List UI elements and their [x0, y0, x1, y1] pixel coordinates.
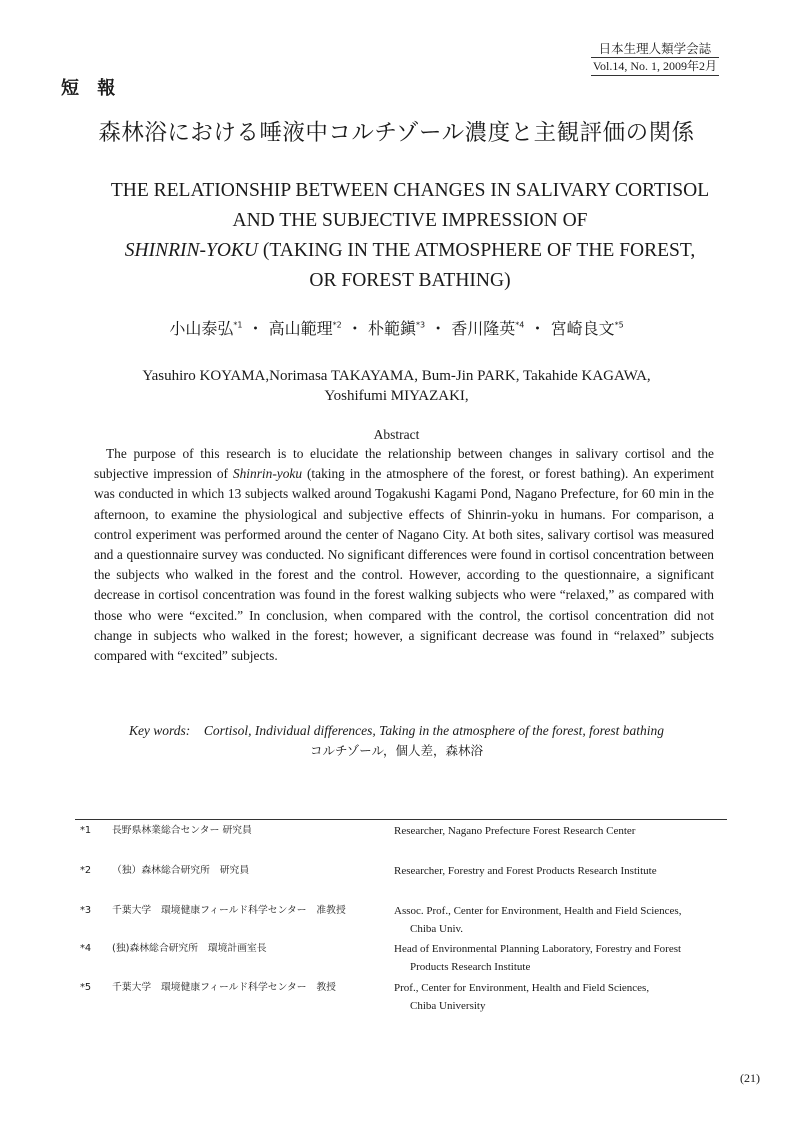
footnote-jp	[80, 940, 390, 958]
footnote-mark: *5	[80, 982, 92, 993]
footnote-divider	[75, 819, 727, 820]
footnote-en-line: Assoc. Prof., Center for Environment, Health and Field Sciences,	[394, 905, 682, 917]
author-jp: 香川隆英	[451, 319, 516, 338]
footnote-en-line: Chiba Univ.	[410, 923, 464, 935]
author-mark: *5	[614, 320, 624, 330]
footnote-en-line: Products Research Institute	[410, 961, 531, 973]
title-en-line3-rest: (TAKING IN THE ATMOSPHERE OF THE FOREST,	[258, 240, 696, 261]
footnote-jp	[80, 979, 390, 997]
footnote-en-line: Head of Environmental Planning Laboratory, Forestry and Forest	[394, 943, 682, 955]
footnote-jp-text: 長野県林業総合センター 研究員	[112, 825, 252, 836]
footnote-en	[394, 979, 734, 1015]
authors-japanese	[0, 316, 793, 339]
footnote-jp-text: (独)森林総合研究所 環境計画室長	[112, 943, 267, 954]
title-en-line1: THE RELATIONSHIP BETWEEN CHANGES IN SALIVARY CORTISOL	[110, 180, 710, 201]
footnote-en	[394, 902, 734, 938]
footnote-en-line: Prof., Center for Environment, Health and Field Sciences,	[394, 982, 650, 994]
keywords-en-text: Cortisol, Individual differences, Taking in the atmosphere of the forest, forest bathing	[203, 723, 665, 738]
footnote-mark: *1	[80, 825, 92, 836]
title-en-line3	[60, 236, 760, 266]
footnote-mark: *3	[80, 905, 92, 916]
footnote-en-line: Chiba University	[410, 1000, 486, 1012]
author-separator: ・	[430, 319, 447, 338]
author-separator: ・	[529, 319, 546, 338]
abstract-body	[94, 444, 714, 666]
author-jp: 小山泰弘	[169, 319, 234, 338]
footnote-jp-text: 千葉大学 環境健康フィールド科学センター 准教授	[112, 905, 346, 916]
author-mark: *1	[233, 320, 243, 330]
section-label: 短 報	[61, 78, 122, 99]
author-separator: ・	[247, 319, 264, 338]
keywords-english	[0, 723, 793, 739]
keywords-label: Key words:	[128, 723, 191, 738]
title-japanese: 森林浴における唾液中コルチゾール濃度と主観評価の関係	[98, 120, 695, 146]
abstract-text-1: The purpose of this research is to elucidate the relationship between changes in salivary cortisol and the subjective impression of	[94, 446, 714, 482]
authors-en-line1: Yasuhiro KOYAMA,Norimasa TAKAYAMA, Bum-Jin PARK, Takahide KAGAWA,	[142, 368, 651, 384]
footnote-jp-text: （独）森林総合研究所 研究員	[112, 865, 250, 876]
author-mark: *3	[415, 320, 426, 330]
footnote-en	[394, 940, 734, 976]
footnote-en	[394, 862, 734, 880]
footnote-jp	[80, 822, 390, 840]
authors-en-line2: Yoshifumi MIYAZAKI,	[324, 388, 469, 404]
author-jp: 朴範鎭	[367, 319, 416, 338]
author-jp: 高山範理	[268, 319, 333, 338]
title-english	[60, 176, 760, 296]
authors-english	[90, 366, 703, 406]
footnote-en	[394, 822, 734, 840]
page-number: (21)	[740, 1071, 760, 1085]
footnote-jp	[80, 862, 390, 880]
keywords-japanese: コルチゾール，個人差，森林浴	[309, 743, 483, 758]
footnote-jp-text: 千葉大学 環境健康フィールド科学センター 教授	[112, 982, 336, 993]
title-en-italic: SHINRIN-YOKU	[124, 240, 259, 261]
author-mark: *4	[515, 320, 525, 330]
author-jp: 宮崎良文	[550, 319, 615, 338]
author-separator: ・	[346, 319, 363, 338]
footnote-jp	[80, 902, 390, 920]
footnote-en-line: Researcher, Nagano Prefecture Forest Research Center	[394, 825, 636, 837]
abstract-text-2: (taking in the atmosphere of the forest, or forest bathing). An experiment was conducted in which 13 subjects walked around Togakushi Kagami Pond, Nagano Prefecture, for 60 min in the afternoon, to examine the physiological and subjective effects of Shinrin-yoku in humans. For comparison, a control experiment was performed around the center of Nagano City. At both sites, salivary cortisol was measured and a questionnaire survey was conducted. No significant differences were found in cortisol concentration between the subjects who walked in the forest and the control. However, according to the questionnaire, a significant decrease in cortisol concentration was found in the forest walking subjects who were “relaxed,” as compared with those who were “excited.” In conclusion, when compared with the control, the cortisol concentration did not change in subjects who walked in the forest; however, a significant decrease was found in “relaxed” subjects compared with “excited” subjects.	[94, 466, 714, 664]
abstract-italic-term: Shinrin-yoku	[232, 466, 303, 482]
journal-name: 日本生理人類学会誌	[591, 40, 719, 58]
footnote-mark: *4	[80, 943, 92, 954]
footnote-mark: *2	[80, 865, 92, 876]
journal-info	[591, 40, 719, 76]
journal-volume: Vol.14, No. 1, 2009年2月	[591, 58, 719, 76]
footnote-en-line: Researcher, Forestry and Forest Products Research Institute	[394, 865, 657, 877]
author-mark: *2	[332, 320, 342, 330]
abstract-heading: Abstract	[373, 427, 420, 442]
title-en-line2: AND THE SUBJECTIVE IMPRESSION OF	[232, 210, 588, 231]
title-en-line4: OR FOREST BATHING)	[309, 270, 511, 291]
